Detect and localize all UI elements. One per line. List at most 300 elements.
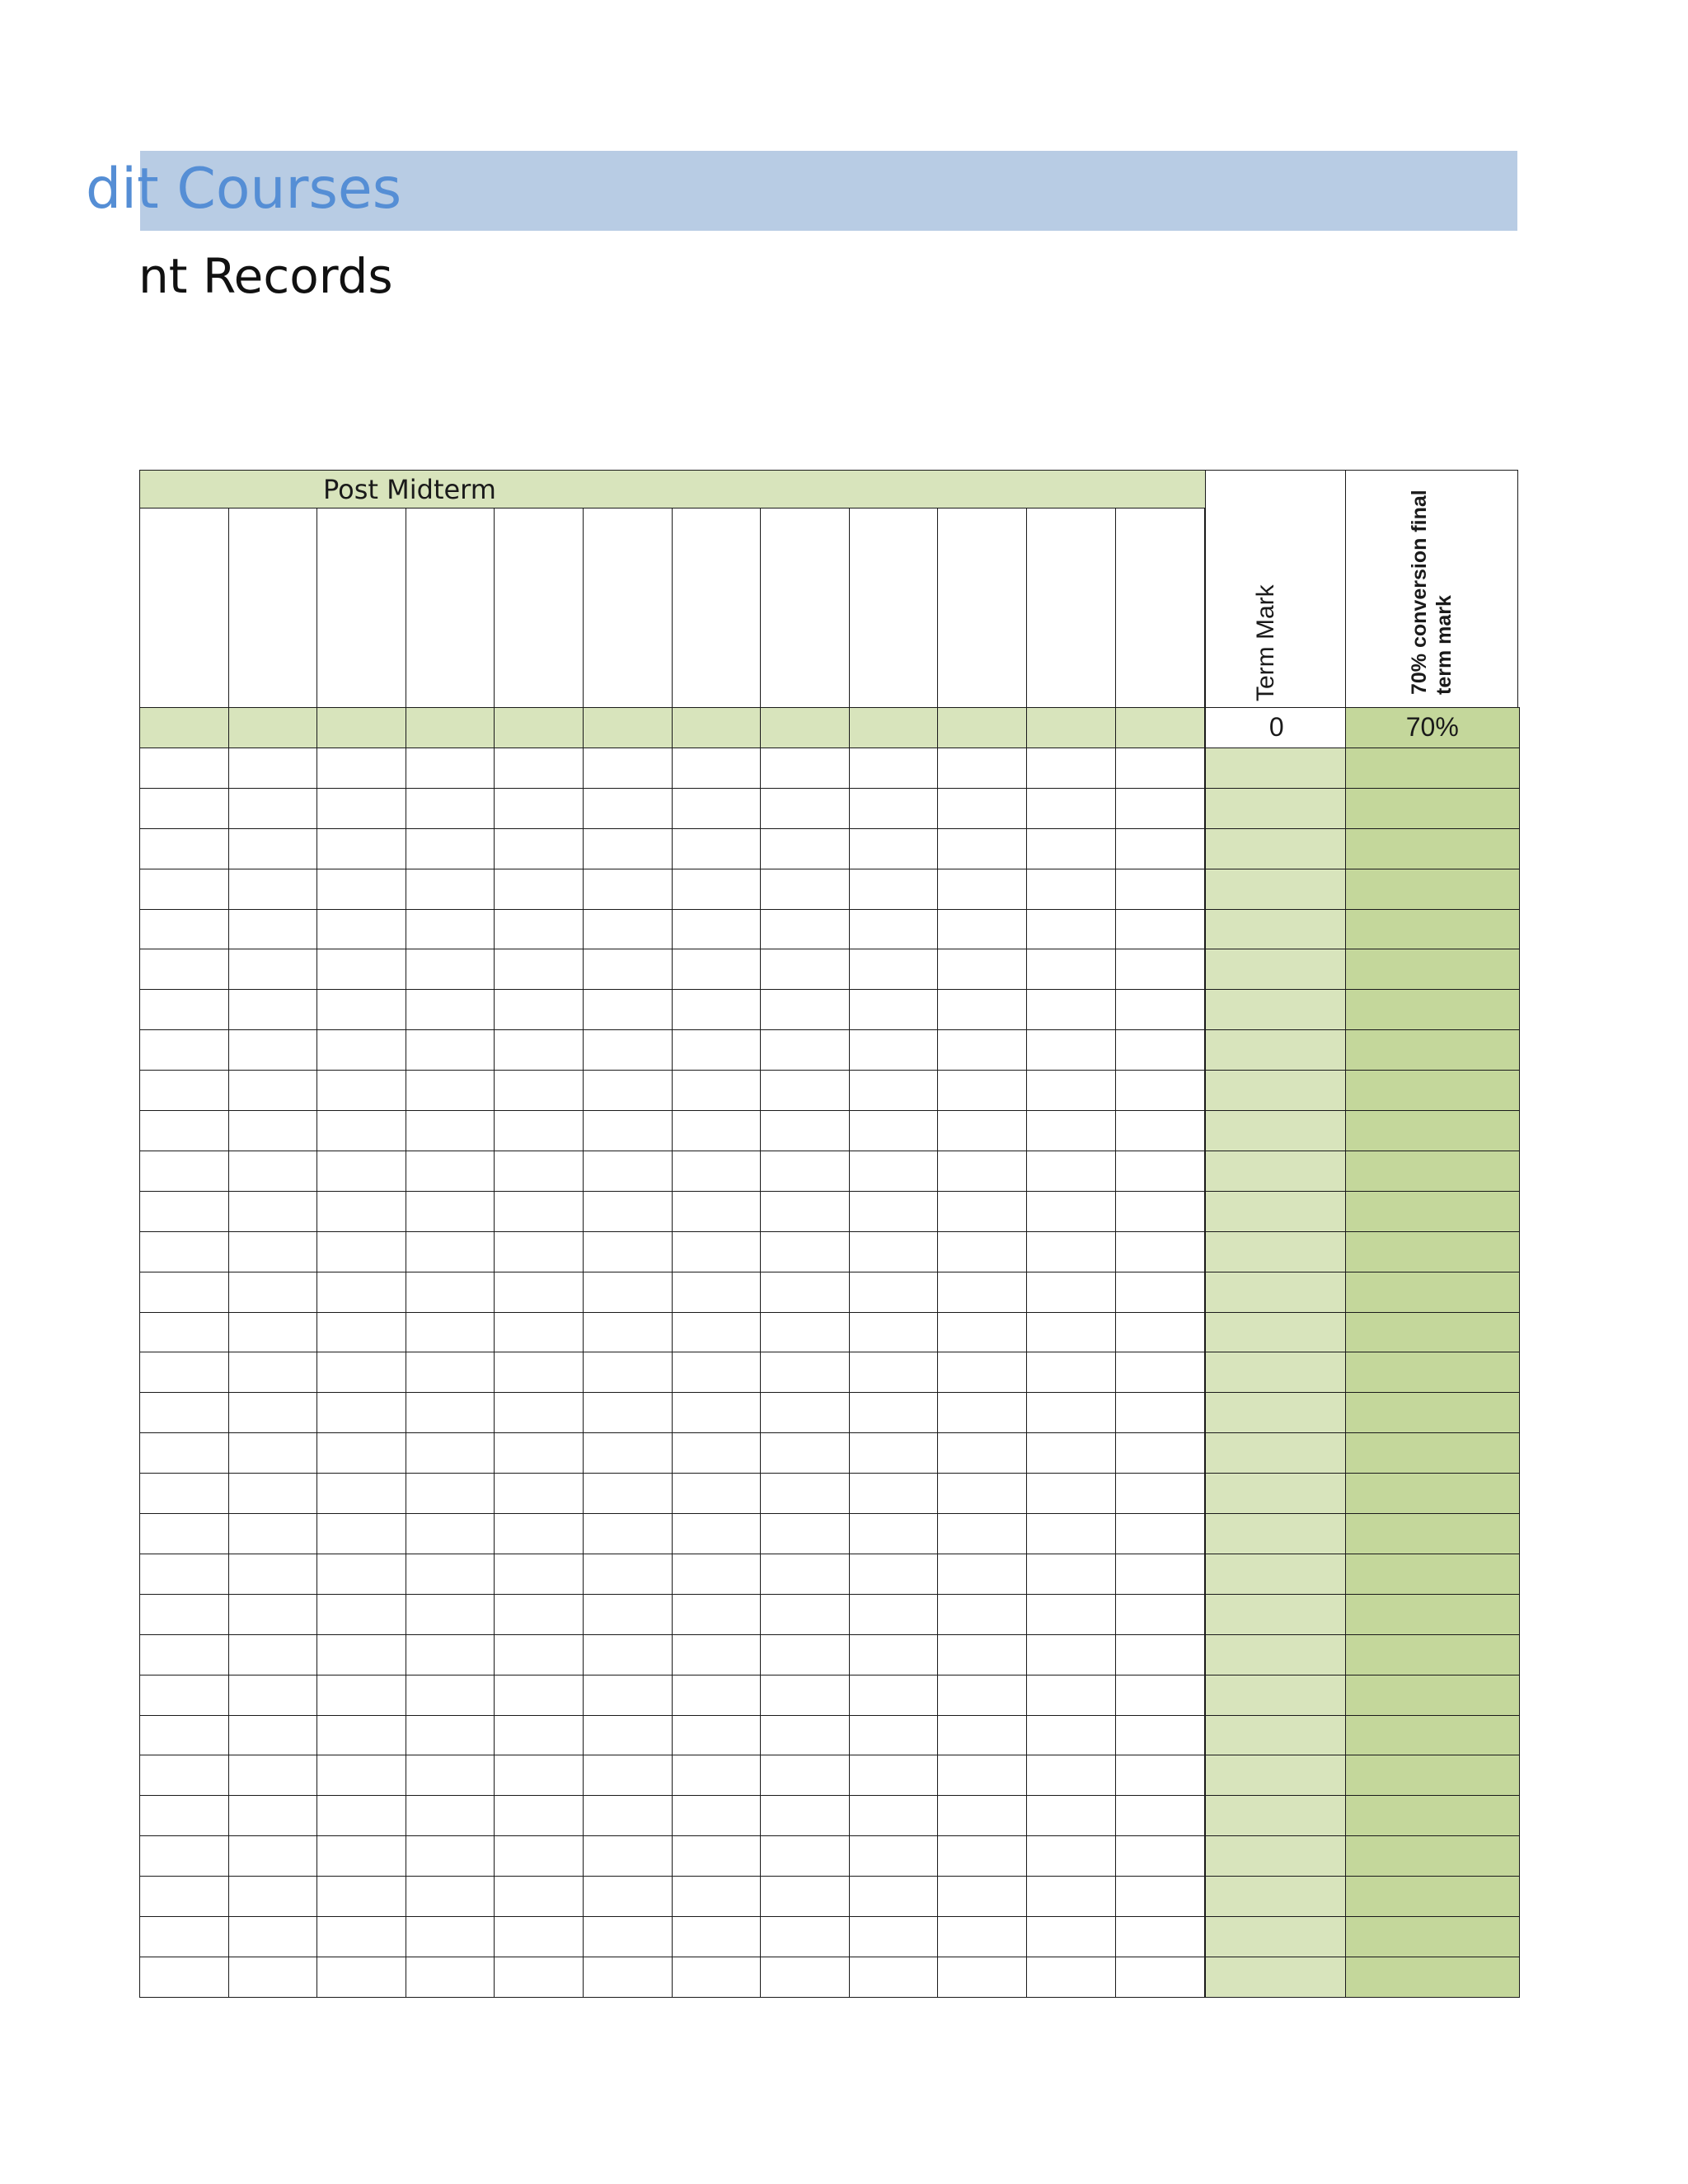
grade-cell[interactable] [1026,1151,1116,1192]
grade-cell[interactable] [672,1513,762,1554]
grade-cell[interactable] [139,949,229,990]
grade-cell[interactable] [316,748,406,789]
grade-cell[interactable] [494,989,584,1030]
grade-cell[interactable] [139,1473,229,1514]
grade-cell[interactable] [316,1231,406,1272]
grade-cell[interactable] [494,1594,584,1635]
grade-cell[interactable] [406,1231,495,1272]
grade-cell[interactable] [316,1634,406,1675]
grade-cell[interactable] [494,1070,584,1111]
grade-cell[interactable] [849,1755,939,1796]
grade-cell[interactable] [494,1795,584,1836]
grade-cell[interactable] [316,1715,406,1756]
grade-cell[interactable] [937,1634,1027,1675]
grade-cell[interactable] [937,1473,1027,1514]
grade-cell[interactable] [228,1795,318,1836]
grade-cell[interactable] [406,909,495,950]
grade-cell[interactable] [583,1634,673,1675]
grade-cell[interactable] [139,1029,229,1071]
grade-cell[interactable] [583,1151,673,1192]
grade-cell[interactable] [1115,1554,1205,1595]
grade-cell[interactable] [316,1513,406,1554]
grade-cell[interactable] [316,1473,406,1514]
grade-cell[interactable] [228,869,318,910]
grade-cell[interactable] [1115,869,1205,910]
grade-cell[interactable] [406,1352,495,1393]
grade-cell[interactable] [1115,1110,1205,1151]
grade-cell[interactable] [760,1957,850,1998]
grade-cell[interactable] [672,949,762,990]
grade-cell[interactable] [316,1835,406,1877]
grade-cell[interactable] [406,788,495,829]
grade-cell[interactable] [406,1473,495,1514]
grade-cell[interactable] [760,1675,850,1716]
grade-cell[interactable] [849,1634,939,1675]
grade-cell[interactable] [849,788,939,829]
grade-cell[interactable] [406,1594,495,1635]
grade-cell[interactable] [583,1473,673,1514]
grade-cell[interactable] [583,1191,673,1232]
grade-cell[interactable] [672,1876,762,1917]
grade-cell[interactable] [937,989,1027,1030]
grade-cell[interactable] [849,1795,939,1836]
grade-cell[interactable] [316,1554,406,1595]
grade-cell[interactable] [316,1876,406,1917]
grade-cell[interactable] [937,909,1027,950]
grade-cell[interactable] [937,1231,1027,1272]
grade-cell[interactable] [849,1513,939,1554]
grade-cell[interactable] [1115,1876,1205,1917]
grade-cell[interactable] [760,1272,850,1313]
grade-cell[interactable] [583,828,673,869]
grade-cell[interactable] [406,989,495,1030]
grade-cell[interactable] [1115,1835,1205,1877]
grade-cell[interactable] [406,1191,495,1232]
grade-cell[interactable] [583,1876,673,1917]
grade-cell[interactable] [849,1432,939,1474]
grade-cell[interactable] [937,1795,1027,1836]
grade-cell[interactable] [1026,1272,1116,1313]
grade-cell[interactable] [228,909,318,950]
grade-cell[interactable] [583,1835,673,1877]
grade-cell[interactable] [139,1755,229,1796]
grade-cell[interactable] [849,989,939,1030]
grade-cell[interactable] [494,1432,584,1474]
grade-cell[interactable] [494,1755,584,1796]
grade-cell[interactable] [494,1272,584,1313]
grade-cell[interactable] [494,828,584,869]
grade-cell[interactable] [406,1312,495,1353]
grade-cell[interactable] [139,1513,229,1554]
grade-cell[interactable] [139,1312,229,1353]
grade-cell[interactable] [672,1594,762,1635]
grade-cell[interactable] [583,869,673,910]
grade-cell[interactable] [139,1231,229,1272]
grade-cell[interactable] [760,1594,850,1635]
grade-cell[interactable] [316,1151,406,1192]
grade-cell[interactable] [1026,1876,1116,1917]
grade-cell[interactable] [760,1795,850,1836]
grade-cell[interactable] [849,1594,939,1635]
grade-cell[interactable] [672,1634,762,1675]
grade-cell[interactable] [1115,1029,1205,1071]
grade-cell[interactable] [1115,1312,1205,1353]
grade-cell[interactable] [1115,828,1205,869]
grade-cell[interactable] [228,1634,318,1675]
grade-cell[interactable] [316,828,406,869]
grade-cell[interactable] [937,1957,1027,1998]
grade-cell[interactable] [672,1312,762,1353]
grade-cell[interactable] [316,1110,406,1151]
grade-cell[interactable] [406,1795,495,1836]
grade-cell[interactable] [583,1110,673,1151]
grade-cell[interactable] [760,1513,850,1554]
grade-cell[interactable] [139,1916,229,1957]
grade-cell[interactable] [1026,1755,1116,1796]
grade-cell[interactable] [760,1755,850,1796]
grade-cell[interactable] [406,1835,495,1877]
grade-cell[interactable] [406,1029,495,1071]
grade-cell[interactable] [1026,1432,1116,1474]
grade-cell[interactable] [139,1191,229,1232]
grade-cell[interactable] [937,1191,1027,1232]
grade-cell[interactable] [1115,1272,1205,1313]
grade-cell[interactable] [406,748,495,789]
grade-cell[interactable] [849,1070,939,1111]
grade-cell[interactable] [228,949,318,990]
grade-cell[interactable] [139,1835,229,1877]
grade-cell[interactable] [406,1634,495,1675]
grade-cell[interactable] [228,1957,318,1998]
grade-cell[interactable] [760,1432,850,1474]
grade-cell[interactable] [849,1675,939,1716]
grade-cell[interactable] [1026,1795,1116,1836]
grade-cell[interactable] [937,1070,1027,1111]
grade-cell[interactable] [760,748,850,789]
grade-cell[interactable] [228,1070,318,1111]
grade-cell[interactable] [1115,1070,1205,1111]
grade-cell[interactable] [760,1473,850,1514]
grade-cell[interactable] [849,1029,939,1071]
grade-cell[interactable] [760,1916,850,1957]
grade-cell[interactable] [849,1312,939,1353]
grade-cell[interactable] [494,1473,584,1514]
grade-cell[interactable] [760,828,850,869]
grade-cell[interactable] [849,1110,939,1151]
grade-cell[interactable] [672,989,762,1030]
grade-cell[interactable] [316,1916,406,1957]
grade-cell[interactable] [672,1473,762,1514]
grade-cell[interactable] [139,1392,229,1433]
grade-cell[interactable] [672,1392,762,1433]
grade-cell[interactable] [1026,1191,1116,1232]
grade-cell[interactable] [494,1916,584,1957]
grade-cell[interactable] [583,1916,673,1957]
grade-cell[interactable] [583,909,673,950]
grade-cell[interactable] [494,788,584,829]
grade-cell[interactable] [139,869,229,910]
grade-cell[interactable] [849,949,939,990]
grade-cell[interactable] [672,1916,762,1957]
grade-cell[interactable] [583,1795,673,1836]
grade-cell[interactable] [228,1594,318,1635]
grade-cell[interactable] [316,1675,406,1716]
grade-cell[interactable] [583,1029,673,1071]
grade-cell[interactable] [1026,748,1116,789]
grade-cell[interactable] [672,1957,762,1998]
grade-cell[interactable] [1115,1916,1205,1957]
grade-cell[interactable] [583,1957,673,1998]
grade-cell[interactable] [672,1755,762,1796]
grade-cell[interactable] [139,1272,229,1313]
grade-cell[interactable] [1026,1675,1116,1716]
grade-cell[interactable] [760,909,850,950]
grade-cell[interactable] [583,1392,673,1433]
grade-cell[interactable] [316,1755,406,1796]
grade-cell[interactable] [316,909,406,950]
grade-cell[interactable] [494,1957,584,1998]
grade-cell[interactable] [760,869,850,910]
grade-cell[interactable] [494,1634,584,1675]
grade-cell[interactable] [672,828,762,869]
grade-cell[interactable] [760,1876,850,1917]
grade-cell[interactable] [1026,989,1116,1030]
grade-cell[interactable] [937,1876,1027,1917]
grade-cell[interactable] [583,748,673,789]
grade-cell[interactable] [406,1554,495,1595]
grade-cell[interactable] [139,1634,229,1675]
grade-cell[interactable] [228,1715,318,1756]
grade-cell[interactable] [406,1110,495,1151]
grade-cell[interactable] [1026,1634,1116,1675]
grade-cell[interactable] [937,1352,1027,1393]
grade-cell[interactable] [760,1835,850,1877]
grade-cell[interactable] [1026,1110,1116,1151]
grade-cell[interactable] [494,748,584,789]
grade-cell[interactable] [228,1151,318,1192]
grade-cell[interactable] [849,1715,939,1756]
grade-cell[interactable] [406,828,495,869]
grade-cell[interactable] [937,949,1027,990]
grade-cell[interactable] [316,1029,406,1071]
grade-cell[interactable] [937,1916,1027,1957]
grade-cell[interactable] [937,1432,1027,1474]
grade-cell[interactable] [139,989,229,1030]
grade-cell[interactable] [228,1110,318,1151]
grade-cell[interactable] [760,1029,850,1071]
grade-cell[interactable] [406,1272,495,1313]
grade-cell[interactable] [672,1715,762,1756]
grade-cell[interactable] [228,1231,318,1272]
grade-cell[interactable] [672,1352,762,1393]
grade-cell[interactable] [849,1231,939,1272]
grade-cell[interactable] [760,989,850,1030]
grade-cell[interactable] [406,1392,495,1433]
grade-cell[interactable] [228,1675,318,1716]
grade-cell[interactable] [583,1755,673,1796]
grade-cell[interactable] [316,949,406,990]
grade-cell[interactable] [139,748,229,789]
grade-cell[interactable] [1115,1191,1205,1232]
grade-cell[interactable] [494,1029,584,1071]
grade-cell[interactable] [760,1715,850,1756]
grade-cell[interactable] [139,1675,229,1716]
grade-cell[interactable] [1026,828,1116,869]
grade-cell[interactable] [406,949,495,990]
grade-cell[interactable] [139,1715,229,1756]
grade-cell[interactable] [937,869,1027,910]
grade-cell[interactable] [760,1231,850,1272]
grade-cell[interactable] [672,1432,762,1474]
grade-cell[interactable] [406,1675,495,1716]
grade-cell[interactable] [1115,1513,1205,1554]
grade-cell[interactable] [494,1392,584,1433]
grade-cell[interactable] [406,869,495,910]
grade-cell[interactable] [139,1795,229,1836]
grade-cell[interactable] [583,1594,673,1635]
grade-cell[interactable] [1026,1473,1116,1514]
grade-cell[interactable] [937,1110,1027,1151]
grade-cell[interactable] [937,1029,1027,1071]
grade-cell[interactable] [228,1029,318,1071]
grade-cell[interactable] [228,1916,318,1957]
grade-cell[interactable] [1115,788,1205,829]
grade-cell[interactable] [139,909,229,950]
grade-cell[interactable] [937,788,1027,829]
grade-cell[interactable] [316,788,406,829]
grade-cell[interactable] [1115,1795,1205,1836]
grade-cell[interactable] [937,1835,1027,1877]
grade-cell[interactable] [406,1755,495,1796]
grade-cell[interactable] [494,1835,584,1877]
grade-cell[interactable] [760,1151,850,1192]
grade-cell[interactable] [494,1513,584,1554]
grade-cell[interactable] [1026,1957,1116,1998]
grade-cell[interactable] [139,1957,229,1998]
grade-cell[interactable] [228,1513,318,1554]
grade-cell[interactable] [494,1715,584,1756]
grade-cell[interactable] [849,1957,939,1998]
grade-cell[interactable] [849,1191,939,1232]
grade-cell[interactable] [139,828,229,869]
grade-cell[interactable] [316,1795,406,1836]
grade-cell[interactable] [1026,869,1116,910]
grade-cell[interactable] [139,1110,229,1151]
grade-cell[interactable] [672,909,762,950]
grade-cell[interactable] [1026,1070,1116,1111]
grade-cell[interactable] [406,1432,495,1474]
grade-cell[interactable] [316,1594,406,1635]
grade-cell[interactable] [849,1473,939,1514]
grade-cell[interactable] [494,1312,584,1353]
grade-cell[interactable] [406,1151,495,1192]
grade-cell[interactable] [849,909,939,950]
grade-cell[interactable] [1026,1594,1116,1635]
grade-cell[interactable] [583,1715,673,1756]
grade-cell[interactable] [316,1191,406,1232]
grade-cell[interactable] [760,1352,850,1393]
grade-cell[interactable] [1115,909,1205,950]
grade-cell[interactable] [139,1876,229,1917]
grade-cell[interactable] [937,1272,1027,1313]
grade-cell[interactable] [583,1070,673,1111]
grade-cell[interactable] [494,1876,584,1917]
grade-cell[interactable] [760,1110,850,1151]
grade-cell[interactable] [1115,1151,1205,1192]
grade-cell[interactable] [1115,949,1205,990]
grade-cell[interactable] [494,1231,584,1272]
grade-cell[interactable] [849,1392,939,1433]
grade-cell[interactable] [937,1312,1027,1353]
grade-cell[interactable] [849,828,939,869]
grade-cell[interactable] [672,1029,762,1071]
grade-cell[interactable] [937,1675,1027,1716]
grade-cell[interactable] [583,1312,673,1353]
grade-cell[interactable] [228,748,318,789]
grade-cell[interactable] [1115,1352,1205,1393]
grade-cell[interactable] [316,1957,406,1998]
grade-cell[interactable] [139,1151,229,1192]
grade-cell[interactable] [849,1151,939,1192]
grade-cell[interactable] [316,989,406,1030]
grade-cell[interactable] [760,1070,850,1111]
grade-cell[interactable] [937,1554,1027,1595]
grade-cell[interactable] [228,1432,318,1474]
grade-cell[interactable] [583,1513,673,1554]
grade-cell[interactable] [494,1151,584,1192]
grade-cell[interactable] [494,1191,584,1232]
grade-cell[interactable] [672,1835,762,1877]
grade-cell[interactable] [672,748,762,789]
grade-cell[interactable] [406,1957,495,1998]
grade-cell[interactable] [228,1876,318,1917]
grade-cell[interactable] [139,1432,229,1474]
grade-cell[interactable] [1026,1392,1116,1433]
grade-cell[interactable] [1115,1594,1205,1635]
grade-cell[interactable] [1026,788,1116,829]
grade-cell[interactable] [583,1272,673,1313]
grade-cell[interactable] [316,1070,406,1111]
grade-cell[interactable] [228,1835,318,1877]
grade-cell[interactable] [583,1432,673,1474]
grade-cell[interactable] [1115,748,1205,789]
grade-cell[interactable] [406,1715,495,1756]
grade-cell[interactable] [1115,1675,1205,1716]
grade-cell[interactable] [316,1432,406,1474]
grade-cell[interactable] [937,1755,1027,1796]
grade-cell[interactable] [1026,1029,1116,1071]
grade-cell[interactable] [760,1191,850,1232]
grade-cell[interactable] [583,1554,673,1595]
grade-cell[interactable] [316,1312,406,1353]
grade-cell[interactable] [228,1352,318,1393]
grade-cell[interactable] [849,748,939,789]
grade-cell[interactable] [228,788,318,829]
grade-cell[interactable] [1115,1392,1205,1433]
grade-cell[interactable] [316,1392,406,1433]
grade-cell[interactable] [760,1392,850,1433]
grade-cell[interactable] [406,1070,495,1111]
grade-cell[interactable] [937,1392,1027,1433]
grade-cell[interactable] [494,949,584,990]
grade-cell[interactable] [1115,989,1205,1030]
grade-cell[interactable] [583,989,673,1030]
grade-cell[interactable] [139,1554,229,1595]
grade-cell[interactable] [1026,1513,1116,1554]
grade-cell[interactable] [583,1675,673,1716]
grade-cell[interactable] [1115,1957,1205,1998]
grade-cell[interactable] [849,1916,939,1957]
